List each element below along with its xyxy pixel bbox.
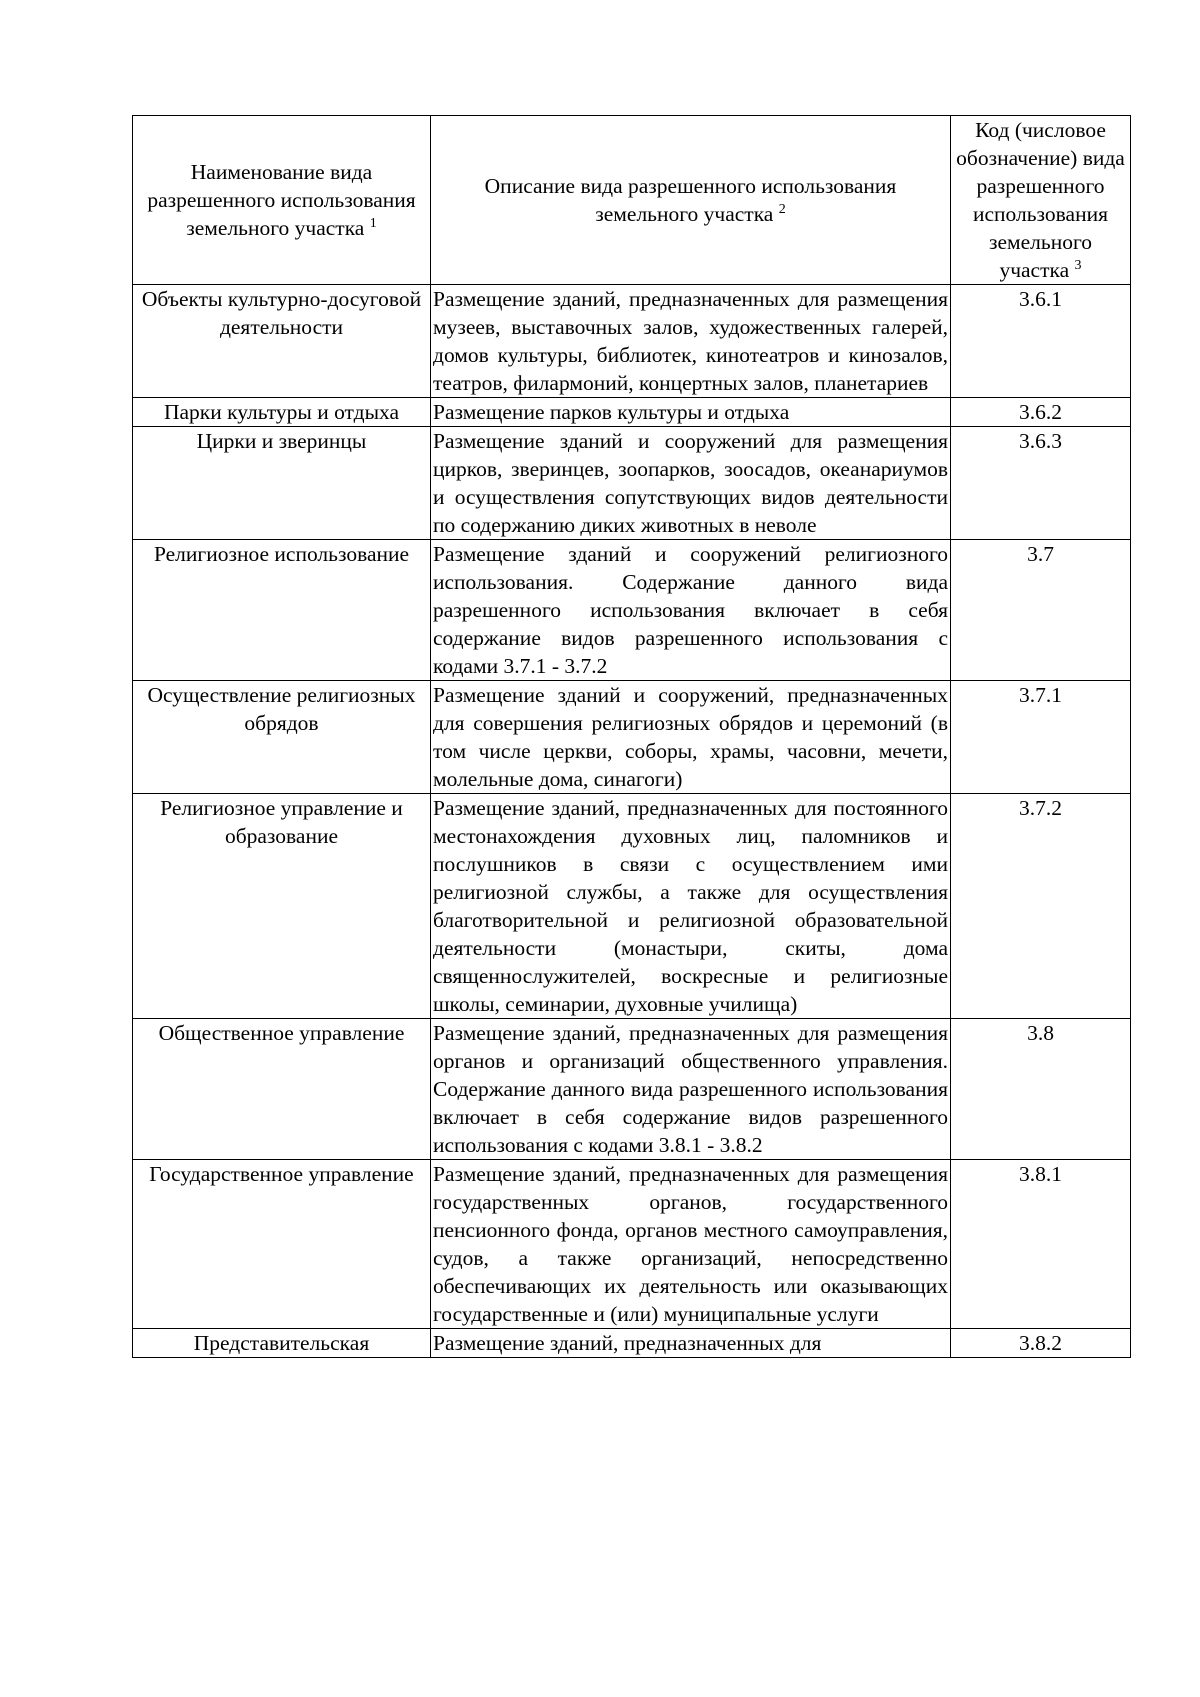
row-name: Религиозное управление и образование [133, 794, 431, 1019]
row-code: 3.8.1 [951, 1160, 1131, 1329]
row-name: Объекты культурно-досуговой деятельности [133, 285, 431, 398]
row-name: Осуществление религиозных обрядов [133, 681, 431, 794]
row-code: 3.7.2 [951, 794, 1131, 1019]
header-name: Наименование вида разрешенного использования земельного участка [147, 160, 416, 240]
row-description: Размещение зданий, предназначенных для размещения государственных органов, государственного пенсионного фонда, органов местного самоуправления, судов, а также организаций, непосредственно обеспечивающих их деятельность или оказывающих государственные и (или) муниципальные услуги [431, 1160, 951, 1329]
header-code-cell [951, 116, 1131, 285]
row-code: 3.8 [951, 1019, 1131, 1160]
row-description: Размещение зданий, предназначенных для размещения органов и организаций общественного управления. Содержание данного вида разрешенного использования включает в себя содержание видов разрешенного использования с кодами 3.8.1 - 3.8.2 [431, 1019, 951, 1160]
row-name: Представительская [133, 1329, 431, 1358]
table-row [133, 1160, 1131, 1329]
row-description: Размещение зданий, предназначенных для [431, 1329, 951, 1358]
footnote-ref-1: 1 [369, 215, 377, 231]
row-description: Размещение зданий, предназначенных для размещения музеев, выставочных залов, художественных галерей, домов культуры, библиотек, кинотеатров и кинозалов, театров, филармоний, концертных залов, планетариев [431, 285, 951, 398]
table-row [133, 681, 1131, 794]
table-row [133, 540, 1131, 681]
table-row [133, 1019, 1131, 1160]
row-description: Размещение зданий и сооружений религиозного использования. Содержание данного вида разрешенного использования включает в себя содержание видов разрешенного использования с кодами 3.7.1 - 3.7.2 [431, 540, 951, 681]
row-code: 3.6.2 [951, 398, 1131, 427]
row-name: Цирки и зверинцы [133, 427, 431, 540]
table-row [133, 427, 1131, 540]
row-code: 3.7 [951, 540, 1131, 681]
header-name-cell [133, 116, 431, 285]
row-name: Религиозное использование [133, 540, 431, 681]
table-header-row [133, 116, 1131, 285]
table-row [133, 398, 1131, 427]
row-description: Размещение зданий и сооружений, предназначенных для совершения религиозных обрядов и церемоний (в том числе церкви, соборы, храмы, часовни, мечети, молельные дома, синагоги) [431, 681, 951, 794]
row-name: Общественное управление [133, 1019, 431, 1160]
table-row [133, 794, 1131, 1019]
footnote-ref-2: 2 [778, 201, 786, 217]
table-row [133, 1329, 1131, 1358]
row-description: Размещение зданий, предназначенных для постоянного местонахождения духовных лиц, паломников и послушников в связи с осуществлением ими религиозной службы, а также для осуществления благотворительной и религиозной образовательной деятельности (монастыри, скиты, дома священнослужителей, воскресные и религиозные школы, семинарии, духовные училища) [431, 794, 951, 1019]
row-name: Государственное управление [133, 1160, 431, 1329]
header-code: Код (числовое обозначение) вида разрешенного использования земельного участка [956, 118, 1125, 282]
row-code: 3.8.2 [951, 1329, 1131, 1358]
row-code: 3.7.1 [951, 681, 1131, 794]
header-description-cell [431, 116, 951, 285]
row-description: Размещение зданий и сооружений для размещения цирков, зверинцев, зоопарков, зоосадов, океанариумов и осуществления сопутствующих видов деятельности по содержанию диких животных в неволе [431, 427, 951, 540]
row-name: Парки культуры и отдыха [133, 398, 431, 427]
row-code: 3.6.1 [951, 285, 1131, 398]
row-code: 3.6.3 [951, 427, 1131, 540]
table-row [133, 285, 1131, 398]
land-use-table [132, 115, 1131, 1358]
footnote-ref-3: 3 [1074, 257, 1082, 273]
header-description: Описание вида разрешенного использования земельного участка [484, 174, 897, 226]
row-description: Размещение парков культуры и отдыха [431, 398, 951, 427]
